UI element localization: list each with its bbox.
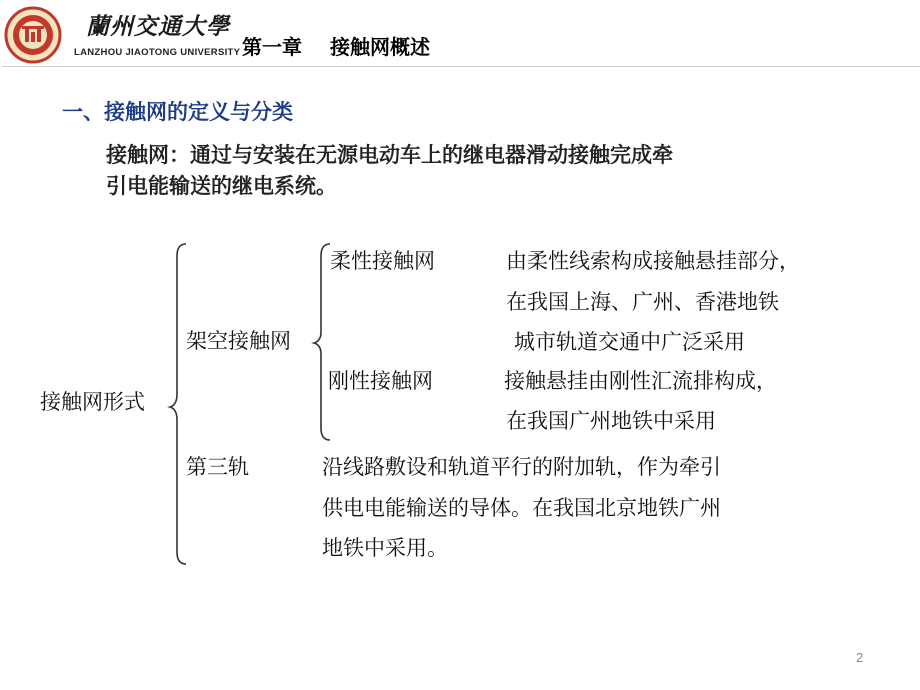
third-rail-desc-line-1: 沿线路敷设和轨道平行的附加轨，作为牵引 xyxy=(322,455,721,479)
flexible-label: 柔性接触网 xyxy=(330,249,435,273)
overhead-brace xyxy=(314,244,330,440)
flexible-desc-line-3: 城市轨道交通中广泛采用 xyxy=(514,330,745,354)
definition-line-1: 接触网：通过与安装在无源电动车上的继电器滑动接触完成牵 xyxy=(106,143,673,167)
flexible-desc-line-1: 由柔性线索构成接触悬挂部分， xyxy=(506,249,800,273)
rigid-label: 刚性接触网 xyxy=(328,369,433,393)
third-rail-label: 第三轨 xyxy=(186,455,249,479)
rigid-desc-line-1: 接触悬挂由刚性汇流排构成， xyxy=(504,369,777,393)
university-name-en: LANZHOU JIAOTONG UNIVERSITY xyxy=(74,47,241,58)
page-number: 2 xyxy=(856,650,864,665)
definition-line-2: 引电能输送的继电系统。 xyxy=(106,174,337,198)
chapter-title: 接触网概述 xyxy=(330,35,430,59)
root-brace xyxy=(170,244,186,564)
third-rail-desc-line-2: 供电电能输送的导体。在我国北京地铁广州 xyxy=(322,496,721,520)
rigid-desc-line-2: 在我国广州地铁中采用 xyxy=(506,409,716,433)
section-title: 一、接触网的定义与分类 xyxy=(62,100,293,124)
flexible-desc-line-2: 在我国上海、广州、香港地铁 xyxy=(506,290,779,314)
third-rail-desc-line-3: 地铁中采用。 xyxy=(322,536,448,560)
chapter-label: 第一章 xyxy=(242,35,302,59)
overhead-label: 架空接触网 xyxy=(186,329,291,353)
university-name-cn: 蘭州交通大學 xyxy=(86,13,230,40)
tree-root-label: 接触网形式 xyxy=(40,390,145,414)
